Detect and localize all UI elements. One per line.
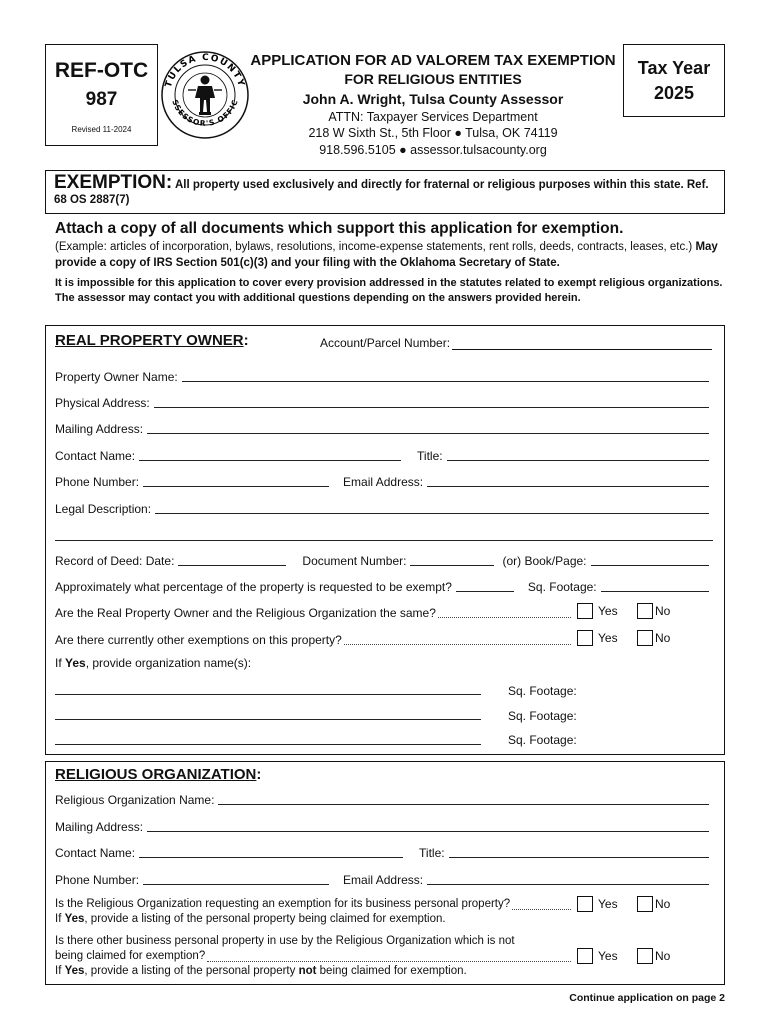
owner-mailing-address-field[interactable] [55,420,713,436]
book-page-input[interactable] [591,553,710,566]
religious-org-email-input[interactable] [427,872,709,885]
bpp-no-label: No [655,897,671,911]
tax-year-box [623,44,725,117]
continue-note: Continue application on page 2 [569,992,725,1004]
percentage-label: Approximately what percentage of the property is requested to be exempt? [55,580,452,594]
org-sqft-row-2 [508,707,713,723]
other-exemptions-no-label: No [655,631,671,645]
religious-org-contact-row [55,844,713,860]
org-sqft-label-2: Sq. Footage: [508,709,577,723]
other-exemptions-no-option[interactable] [637,630,670,646]
bpp-if-rest: , provide a listing of the personal property being claimed for exemption. [84,913,446,925]
attach-note: It is impossible for this application to cover every provision addressed in the statutes related to exempt religious organizations. The assessor may contact you with additional questions depending on the answers provided herein. [55,277,723,304]
religious-org-phone-input[interactable] [143,872,329,885]
other-bpp-line1: Is there other business personal property in use by the Religious Organization which is not [55,935,515,947]
same-no-checkbox[interactable] [637,603,653,619]
real-property-heading-text: REAL PROPERTY OWNER [55,332,244,349]
assessor-contact: 918.596.5105 ● assessor.tulsacounty.org [319,143,547,157]
owner-email-input[interactable] [427,474,709,487]
org-name-line-3[interactable] [55,744,481,745]
other-exemptions-yes-label: Yes [598,631,618,645]
attn-line: ATTN: Taxpayer Services Department [328,110,538,124]
form-code-box [45,44,158,146]
other-bpp-if-mid: , provide a listing of the personal property [84,965,299,977]
bpp-no-checkbox[interactable] [637,896,653,912]
bpp-yes-label: Yes [598,897,618,911]
other-bpp-if-bold: Yes [64,965,85,977]
org-sqft-row-3 [508,731,713,747]
real-property-heading [55,332,249,349]
owner-phone-input[interactable] [143,474,329,487]
legal-description-line2[interactable] [55,540,713,541]
org-name-line-2[interactable] [55,719,481,720]
other-bpp-if-not: not [298,965,317,977]
other-exemptions-label: Are there currently other exemptions on this property? [55,633,342,647]
attach-example-text: (Example: articles of incorporation, bylaws, resolutions, income-expense statements, rent rolls, deeds, contracts, leases, etc.) [55,241,696,253]
bpp-yes-option[interactable] [577,896,618,912]
exemption-heading: EXEMPTION: [54,172,173,193]
owner-contact-input[interactable] [139,448,401,461]
org-sqft-label-3: Sq. Footage: [508,733,577,747]
bpp-if-prefix: If [55,913,65,925]
org-sqft-row-1 [508,682,713,698]
exemption-text: All property used exclusively and directly for fraternal or religious purposes within this state. Ref. 68 OS 2887(7) [54,179,709,206]
religious-org-name-field[interactable] [55,791,713,807]
account-parcel-label: Account/Parcel Number: [320,336,451,350]
same-no-label: No [655,604,671,618]
religious-org-heading [55,766,261,783]
same-yes-checkbox[interactable] [577,603,593,619]
other-bpp-if-rest: being claimed for exemption. [316,965,467,977]
org-sqft-label-1: Sq. Footage: [508,684,577,698]
tulsa-county-seal [160,50,250,140]
owner-email-label: Email Address: [343,475,424,489]
same-yes-label: Yes [598,604,618,618]
if-yes-rest: , provide organization name(s): [85,656,252,670]
bpp-question-label: Is the Religious Organization requesting an exemption for its business personal property? [55,898,511,910]
bpp-question [55,897,575,927]
other-bpp-no-option[interactable] [637,948,670,964]
other-bpp-no-label: No [655,949,671,963]
religious-org-title-input[interactable] [449,845,709,858]
deed-date-input[interactable] [178,553,286,566]
record-of-deed-row [55,552,713,568]
seal-bottom-text: SSESSOR'S OFFIC [170,97,240,128]
assessor-name: John A. Wright, Tulsa County Assessor [302,91,564,107]
percentage-row [55,578,713,594]
if-yes-bold: Yes [65,656,86,670]
other-exemptions-yes-checkbox[interactable] [577,630,593,646]
other-bpp-no-checkbox[interactable] [637,948,653,964]
record-of-deed-label: Record of Deed: Date: [55,554,175,568]
if-yes-org-names [55,656,251,670]
document-number-label: Document Number: [302,554,407,568]
owner-title-label: Title: [417,449,443,463]
bpp-no-option[interactable] [637,896,670,912]
same-question-label: Are the Real Property Owner and the Religious Organization the same? [55,606,436,620]
religious-org-mailing-label: Mailing Address: [55,820,144,834]
book-page-label: (or) Book/Page: [502,554,587,568]
legal-description-label: Legal Description: [55,502,152,516]
owner-contact-label: Contact Name: [55,449,136,463]
other-exemptions-no-checkbox[interactable] [637,630,653,646]
document-number-input[interactable] [410,553,494,566]
religious-org-phone-row [55,871,713,887]
owner-name-field[interactable] [55,368,713,384]
religious-org-mailing-field[interactable] [55,818,713,834]
other-exemptions-row [55,631,575,647]
physical-address-field[interactable] [55,394,713,410]
legal-description-field[interactable] [55,500,713,516]
same-no-option[interactable] [637,603,670,619]
religious-org-colon: : [256,766,262,783]
other-exemptions-yes-option[interactable] [577,630,618,646]
seal-top-text: TULSA COUNTY [163,52,247,89]
owner-contact-row [55,447,713,463]
assessor-address: 218 W Sixth St., 5th Floor ● Tulsa, OK 74119 [308,126,558,140]
owner-name-label: Property Owner Name: [55,370,178,384]
other-bpp-line2: being claimed for exemption? [55,950,206,962]
owner-phone-row [55,473,713,489]
owner-mailing-address-label: Mailing Address: [55,422,144,436]
form-number: 987 [85,89,118,110]
owner-title-input[interactable] [447,448,709,461]
form-title-line2: FOR RELIGIOUS ENTITIES [344,71,522,87]
religious-org-phone-label: Phone Number: [55,873,140,887]
owner-sqft-input[interactable] [601,579,709,592]
tax-year-label: Tax Year [637,58,711,78]
religious-org-email-label: Email Address: [343,873,424,887]
revised-date: Revised 11-2024 [71,125,132,134]
account-parcel-field[interactable] [320,334,712,350]
exemption-box [45,170,725,214]
form-title-line1: APPLICATION FOR AD VALOREM TAX EXEMPTION [250,52,616,69]
owner-phone-label: Phone Number: [55,475,140,489]
bpp-yes-checkbox[interactable] [577,896,593,912]
other-bpp-if-prefix: If [55,965,65,977]
same-question-row [55,604,575,620]
physical-address-label: Physical Address: [55,396,150,410]
attach-example [55,239,727,271]
if-yes-prefix: If [55,656,66,670]
owner-sqft-label: Sq. Footage: [527,580,597,594]
other-bpp-yes-checkbox[interactable] [577,948,593,964]
bpp-if-bold: Yes [64,913,85,925]
religious-org-name-label: Religious Organization Name: [55,793,215,807]
religious-org-heading-text: RELIGIOUS ORGANIZATION [55,766,257,783]
other-bpp-yes-label: Yes [598,949,618,963]
org-name-line-1[interactable] [55,694,481,695]
percentage-input[interactable] [456,579,514,592]
other-bpp-yes-option[interactable] [577,948,618,964]
attach-example-bold: May provide a copy of IRS Section 501(c)(3) and your filing with the Oklahoma Secretary of State. [55,241,718,269]
religious-org-contact-input[interactable] [139,845,403,858]
attach-heading: Attach a copy of all documents which support this application for exemption. [55,220,624,237]
religious-org-contact-label: Contact Name: [55,846,136,860]
tax-year: 2025 [653,83,695,103]
other-bpp-question [55,934,575,979]
same-yes-option[interactable] [577,603,618,619]
religious-org-title-label: Title: [419,846,445,860]
real-property-colon: : [243,332,249,349]
form-code: REF-OTC [54,59,149,82]
